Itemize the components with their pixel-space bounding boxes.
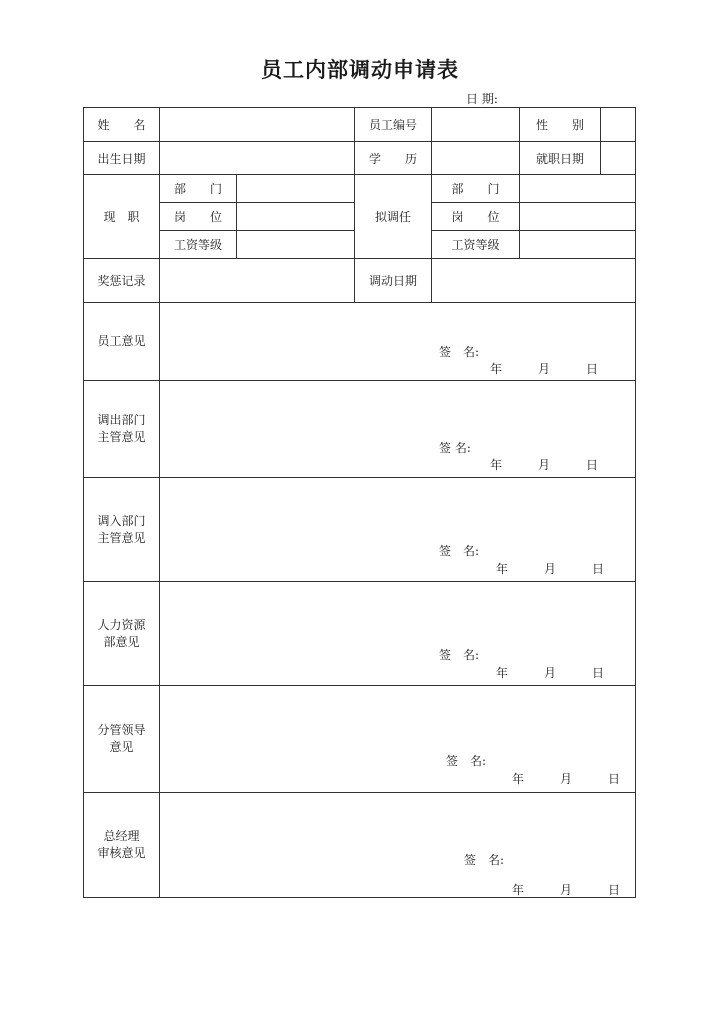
table-row: [84, 303, 636, 381]
incoming-dept-opinion-field[interactable]: [160, 478, 636, 582]
birth-date-label: 出生日期: [84, 142, 160, 175]
opinion-label-line1: 总经理: [103, 829, 140, 843]
table-row: [84, 259, 636, 303]
year-label: 年: [496, 562, 509, 576]
opinion-label-line2: 主管意见: [97, 530, 146, 545]
date-ymd: [496, 560, 640, 577]
opinion-label-line2: 审核意见: [97, 846, 146, 860]
hr-opinion-field[interactable]: [160, 582, 636, 686]
table-row: [84, 175, 636, 203]
date-ymd: [490, 360, 634, 377]
signature-label: 签 名:: [464, 853, 505, 867]
current-grade-field[interactable]: [237, 231, 355, 259]
signature-label: 签 名:: [446, 754, 487, 768]
signature-label: 签 名:: [439, 544, 480, 558]
year-label: 年: [490, 362, 503, 376]
transfer-date-label: 调动日期: [355, 259, 432, 303]
date-ymd: [490, 456, 634, 473]
outgoing-dept-opinion-label: [84, 381, 160, 478]
month-label: 月: [538, 458, 551, 472]
incoming-dept-opinion-label: [84, 478, 160, 582]
gm-review-opinion-field[interactable]: [160, 793, 636, 898]
current-grade-label: 工资等级: [160, 231, 237, 259]
date-label: 日 期:: [466, 92, 498, 106]
year-label: 年: [496, 666, 509, 680]
opinion-label-line2: 部意见: [103, 634, 140, 649]
day-label: 日: [608, 772, 621, 786]
opinion-label-line1: 员工意见: [97, 334, 146, 348]
day-label: 日: [608, 883, 621, 897]
table-row: [84, 582, 636, 686]
employee-number-label: 员工编号: [355, 108, 432, 142]
month-label: 月: [544, 562, 557, 576]
proposed-post-field[interactable]: [520, 203, 636, 231]
date-ymd: [496, 664, 640, 681]
reward-record-field[interactable]: [160, 259, 355, 303]
table-row: [84, 478, 636, 582]
gender-field[interactable]: [601, 108, 636, 142]
hire-date-field[interactable]: [601, 142, 636, 175]
employee-opinion-label: [84, 303, 160, 381]
birth-date-field[interactable]: [160, 142, 355, 175]
education-field[interactable]: [432, 142, 520, 175]
proposed-grade-label: 工资等级: [432, 231, 520, 259]
opinion-label-line1: 调出部门: [97, 413, 146, 427]
month-label: 月: [560, 883, 573, 897]
day-label: 日: [586, 458, 599, 472]
table-row: [84, 381, 636, 478]
day-label: 日: [586, 362, 599, 376]
signature-label: 签 名:: [439, 441, 471, 455]
month-label: 月: [538, 362, 551, 376]
current-post-field[interactable]: [237, 203, 355, 231]
supervising-leader-opinion-label: [84, 686, 160, 793]
year-label: 年: [490, 458, 503, 472]
table-row: [84, 793, 636, 898]
current-post-label: 岗 位: [160, 203, 237, 231]
month-label: 月: [560, 772, 573, 786]
transfer-date-field[interactable]: [432, 259, 636, 303]
gender-label: 性 别: [520, 108, 601, 142]
day-label: 日: [592, 562, 605, 576]
opinion-label-line1: 人力资源: [97, 617, 146, 632]
signature-label: 签 名:: [439, 648, 480, 662]
proposed-post-label: 岗 位: [432, 203, 520, 231]
hr-opinion-label: [84, 582, 160, 686]
opinion-label-line1: 调入部门: [97, 513, 146, 528]
name-field[interactable]: [160, 108, 355, 142]
proposed-dept-field[interactable]: [520, 175, 636, 203]
proposed-dept-label: 部 门: [432, 175, 520, 203]
year-label: 年: [512, 772, 525, 786]
reward-record-label: 奖惩记录: [84, 259, 160, 303]
outgoing-dept-opinion-field[interactable]: [160, 381, 636, 478]
name-label: 姓 名: [84, 108, 160, 142]
table-row: [84, 686, 636, 793]
current-position-label: 现 职: [84, 175, 160, 259]
current-dept-label: 部 门: [160, 175, 237, 203]
opinion-label-line1: 分管领导: [97, 723, 146, 737]
day-label: 日: [592, 666, 605, 680]
supervising-leader-opinion-field[interactable]: [160, 686, 636, 793]
year-label: 年: [512, 883, 525, 897]
employee-number-field[interactable]: [432, 108, 520, 142]
education-label: 学 历: [355, 142, 432, 175]
table-row: [84, 108, 636, 142]
signature-label: 签 名:: [439, 345, 480, 359]
opinion-label-line2: 意见: [109, 740, 134, 754]
date-ymd: [512, 770, 656, 787]
transfer-form-table: [83, 107, 636, 898]
hire-date-label: 就职日期: [520, 142, 601, 175]
opinion-label-line2: 主管意见: [97, 430, 146, 444]
proposed-position-label: 拟调任: [355, 175, 432, 259]
current-dept-field[interactable]: [237, 175, 355, 203]
table-row: [84, 142, 636, 175]
gm-review-opinion-label: [84, 793, 160, 898]
employee-opinion-field[interactable]: [160, 303, 636, 381]
month-label: 月: [544, 666, 557, 680]
proposed-grade-field[interactable]: [520, 231, 636, 259]
date-ymd: [512, 881, 656, 898]
form-title: 员工内部调动申请表: [261, 57, 459, 82]
